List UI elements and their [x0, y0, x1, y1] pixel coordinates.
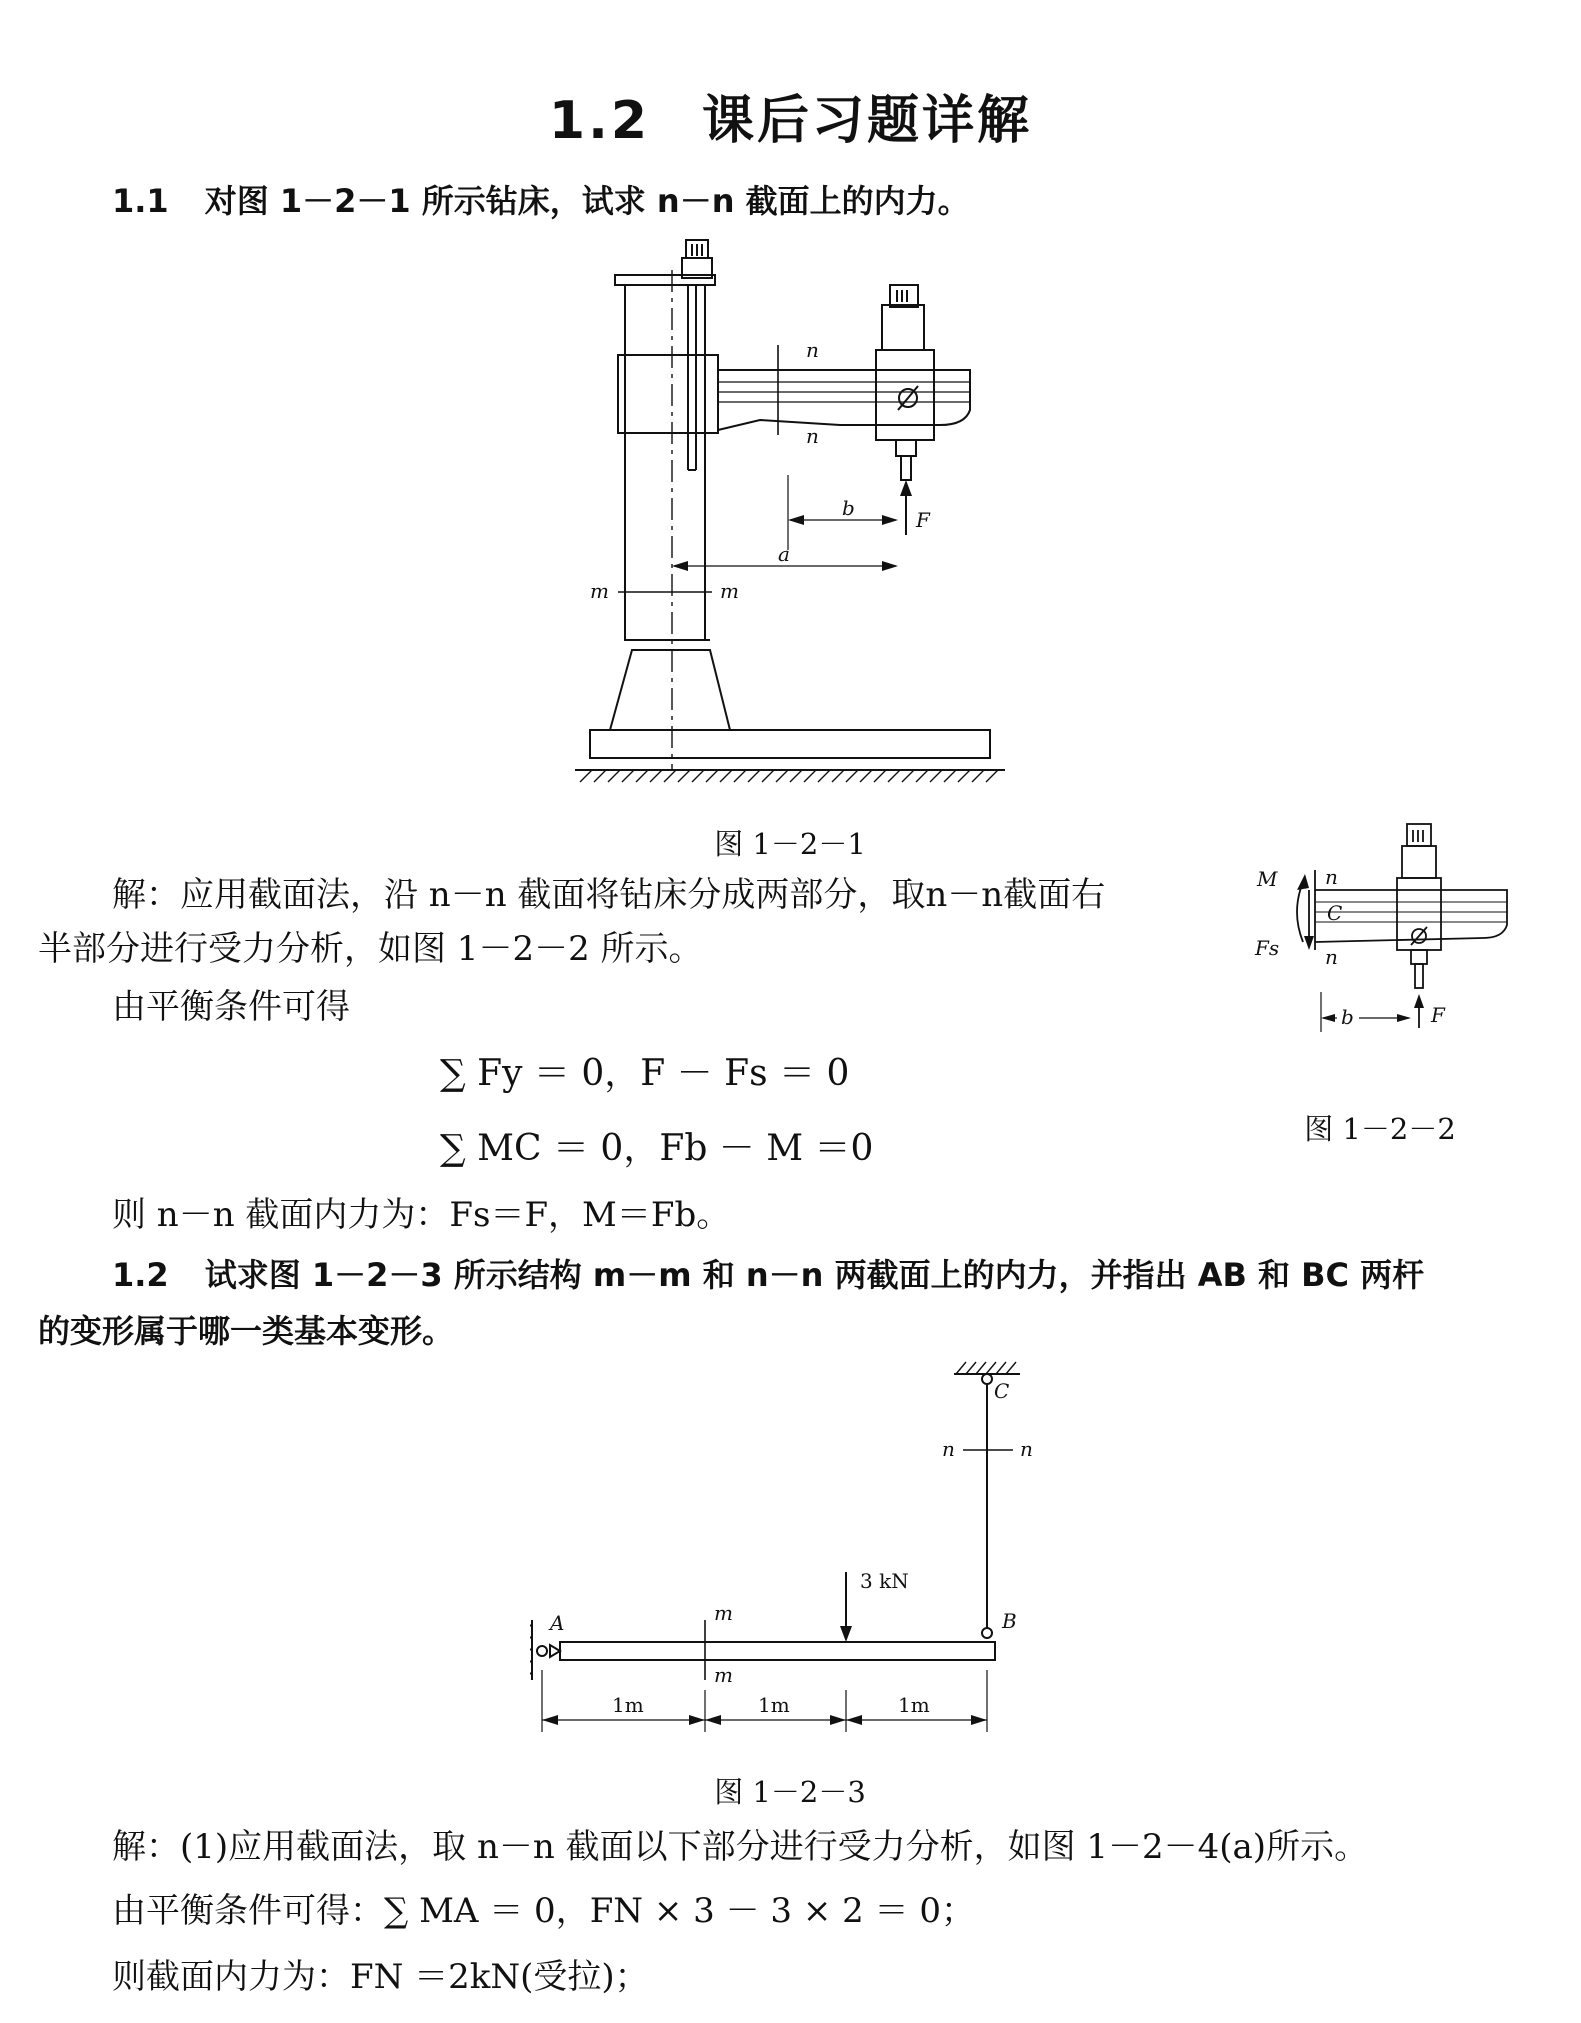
label-C: C: [1327, 901, 1343, 925]
label-n-bottom: n: [806, 424, 819, 448]
label-F: F: [916, 508, 930, 532]
figure-1-2-3-caption: 图 1－2－3: [714, 1775, 866, 1809]
machine-base: [590, 730, 990, 758]
question-1-2: [112, 1250, 1424, 1296]
load-arrow: [840, 1626, 852, 1642]
figure-1-2-3: [530, 1350, 1050, 1750]
label-a: a: [778, 542, 790, 566]
column-pedestal: [610, 650, 730, 730]
section-title: [0, 78, 1581, 153]
solution-1-2-line1: 解：(1)应用截面法，取 n－n 截面以下部分进行受力分析，如图 1－2－4(a)所示。: [112, 1827, 1369, 1867]
equation-sum-Mc: ∑ MC ＝ 0，Fb － M ＝0: [440, 1128, 874, 1169]
question-number: 1.1: [112, 182, 169, 220]
label-b: b: [1341, 1005, 1354, 1029]
result-1-1: 则 n－n 截面内力为：Fs＝F，M＝Fb。: [112, 1195, 731, 1235]
label-F: F: [1431, 1003, 1445, 1027]
figure-1-2-2: [1245, 810, 1515, 1080]
question-text-line1: 试求图 1－2－3 所示结构 m－m 和 n－n 两截面上的内力，并指出 AB 和 BC 两杆: [204, 1256, 1425, 1294]
section-number: 1.2: [548, 91, 651, 151]
label-m-bottom: m: [714, 1663, 733, 1687]
section-heading: 课后习题详解: [702, 91, 1033, 151]
label-n-top: n: [806, 338, 819, 362]
figure-1-2-1: [560, 230, 1020, 790]
radial-arm: [718, 370, 970, 430]
label-m-top: m: [714, 1601, 733, 1625]
label-M: M: [1257, 867, 1278, 891]
question-1-1: [112, 176, 970, 222]
label-A: A: [550, 1611, 565, 1635]
solution-1-1-line2: 半部分进行受力分析，如图 1－2－2 所示。: [38, 929, 703, 969]
ground-hatching: [580, 770, 998, 782]
dim-3: 1m: [898, 1693, 930, 1717]
label-b: b: [842, 496, 855, 520]
figure-1-2-2-caption: 图 1－2－2: [1304, 1112, 1456, 1146]
label-n-bottom: n: [1325, 945, 1338, 969]
label-B: B: [1002, 1609, 1017, 1633]
label-C: C: [994, 1379, 1010, 1403]
label-n-right: n: [1020, 1437, 1033, 1461]
dim-2: 1m: [758, 1693, 790, 1717]
label-m-left: m: [590, 579, 609, 603]
dim-1: 1m: [612, 1693, 644, 1717]
label-m-right: m: [720, 579, 739, 603]
question-text: 对图 1－2－1 所示钻床，试求 n－n 截面上的内力。: [204, 182, 970, 220]
equation-sum-Fy: ∑ Fy ＝ 0，F － Fs ＝ 0: [440, 1053, 850, 1094]
beam-AB: [560, 1642, 995, 1660]
label-n-top: n: [1325, 865, 1338, 889]
arm-sleeve: [618, 355, 718, 433]
label-Fs: Fs: [1255, 936, 1280, 960]
solution-1-2-line2: 由平衡条件可得：∑ MA ＝ 0，FN × 3 － 3 × 2 ＝ 0；: [112, 1891, 975, 1931]
label-n-left: n: [942, 1437, 955, 1461]
solution-1-1-line1: 解：应用截面法，沿 n－n 截面将钻床分成两部分，取n－n截面右: [112, 875, 1106, 915]
label-load: 3 kN: [860, 1569, 909, 1593]
balance-intro: 由平衡条件可得: [112, 987, 350, 1027]
question-1-2-line2: 的变形属于哪一类基本变形。: [38, 1312, 455, 1350]
solution-1-2-line3: 则截面内力为：FN ＝2kN(受拉)；: [112, 1957, 649, 1997]
figure-1-2-1-caption: 图 1－2－1: [714, 827, 866, 861]
drill-head: [876, 350, 934, 440]
column: [625, 285, 705, 640]
question-number: 1.2: [112, 1256, 169, 1294]
